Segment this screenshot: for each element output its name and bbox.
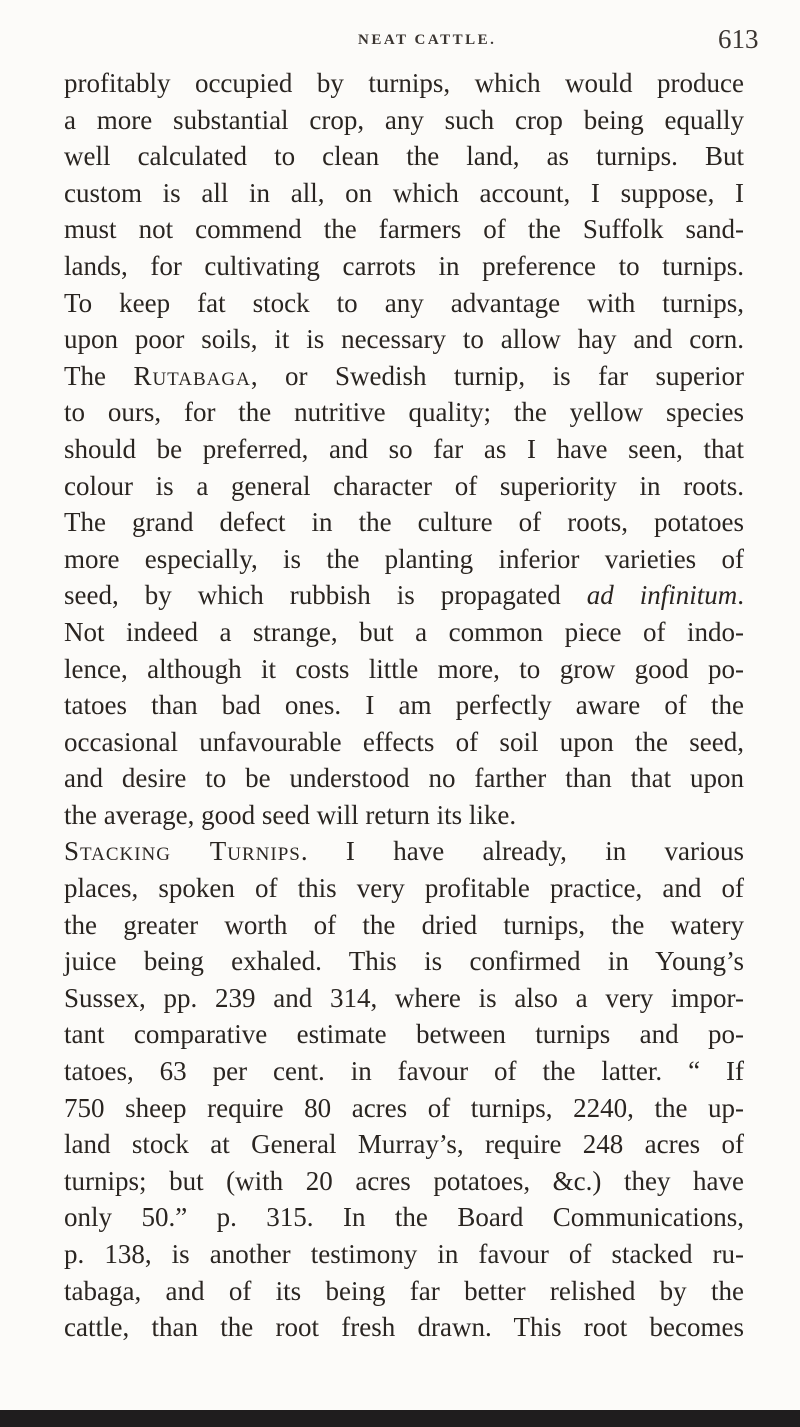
text-segment: tant comparative estimate between turnips and po- [64,1019,744,1050]
text-line [64,1236,744,1273]
text-segment: 750 sheep require 80 acres of turnips, 2240, the up- [64,1092,744,1123]
text-segment: the greater worth of the dried turnips, the watery [64,909,744,940]
text-line [64,431,744,468]
text-segment: The [64,360,134,391]
text-line [64,943,744,980]
running-header [0,22,800,62]
page-number: 613 [718,24,759,54]
text-line [64,1126,744,1163]
text-segment: tabaga, and of its being far better relished by the [64,1275,744,1306]
text-segment: profitably occupied by turnips, which would produce [64,68,744,98]
text-segment: lands, for cultivating carrots in preference to turnips. [64,250,744,281]
text-line [64,833,744,870]
text-segment: and desire to be understood no farther than that upon [64,763,744,794]
text-line [64,760,744,797]
body-text [64,65,744,1346]
text-line [64,394,744,431]
text-segment: should be preferred, and so far as I have seen, that [64,433,744,464]
text-line [64,651,744,688]
text-segment: To keep fat stock to any advantage with turnips, [64,287,744,318]
text-segment: tatoes, 63 per cent. in favour of the latter. “ If [64,1056,744,1087]
text-line [64,211,744,248]
text-line [64,1273,744,1310]
text-segment: places, spoken of this very profitable practice, and of [64,873,744,904]
text-line [64,687,744,724]
text-segment: land stock at General Murray’s, require 248 acres of [64,1129,744,1160]
text-segment: the average, good seed will return its like. [64,799,517,830]
small-caps-term: Stacking Turnips [64,836,301,867]
text-line [64,102,744,139]
text-line [64,504,744,541]
text-line [64,724,744,761]
text-line [64,1016,744,1053]
text-segment: only 50.” p. 315. In the Board Communications, [64,1202,744,1233]
text-line [64,138,744,175]
running-title: NEAT CATTLE. [358,32,497,48]
text-segment: lence, although it costs little more, to grow good po- [64,653,744,684]
text-line [64,541,744,578]
italic-phrase: ad infinitum [586,580,738,611]
text-segment: cattle, than the root fresh drawn. This root becomes [64,1312,744,1343]
text-segment: a more substantial crop, any such crop being equally [64,104,744,135]
text-line [64,797,744,834]
text-segment: tatoes than bad ones. I am perfectly aware of the [64,690,744,721]
text-segment: . I have already, in various [300,836,744,867]
text-line [64,248,744,285]
text-line [64,65,744,102]
text-segment: Not indeed a strange, but a common piece of indo- [64,616,744,647]
text-segment: seed, by which rubbish is propagated [64,580,587,611]
text-line [64,1309,744,1346]
text-line [64,907,744,944]
text-line [64,870,744,907]
text-segment: . [737,580,744,611]
text-segment: occasional unfavourable effects of soil upon the seed, [64,726,744,757]
text-segment: , or Swedish turnip, is far superior [250,360,744,391]
text-segment: custom is all in all, on which account, I suppose, I [64,177,744,208]
text-segment: must not commend the farmers of the Suffolk sand- [64,214,744,245]
text-segment: Sussex, pp. 239 and 314, where is also a very impor- [64,982,744,1013]
text-line [64,1053,744,1090]
text-segment: to ours, for the nutritive quality; the yellow species [64,397,744,428]
text-segment: well calculated to clean the land, as turnips. But [64,141,744,172]
text-segment: The grand defect in the culture of roots, potatoes [64,507,744,538]
text-line [64,468,744,505]
scan-edge-bar [0,1410,800,1427]
text-line [64,1163,744,1200]
text-segment: p. 138, is another testimony in favour of stacked ru- [64,1239,744,1269]
text-line [64,980,744,1017]
text-line [64,1199,744,1236]
text-line [64,1090,744,1127]
text-segment: more especially, is the planting inferior varieties of [64,543,744,574]
text-segment: upon poor soils, it is necessary to allow hay and corn. [64,324,744,355]
text-line [64,358,744,395]
text-line [64,321,744,358]
text-segment: turnips; but (with 20 acres potatoes, &c.) they have [64,1165,744,1196]
text-line [64,175,744,212]
text-segment: juice being exhaled. This is confirmed in Young’s [64,946,744,977]
text-line [64,577,744,614]
text-line [64,285,744,322]
small-caps-term: Rutabaga [133,360,251,391]
text-segment: colour is a general character of superiority in roots. [64,470,744,501]
text-line [64,614,744,651]
